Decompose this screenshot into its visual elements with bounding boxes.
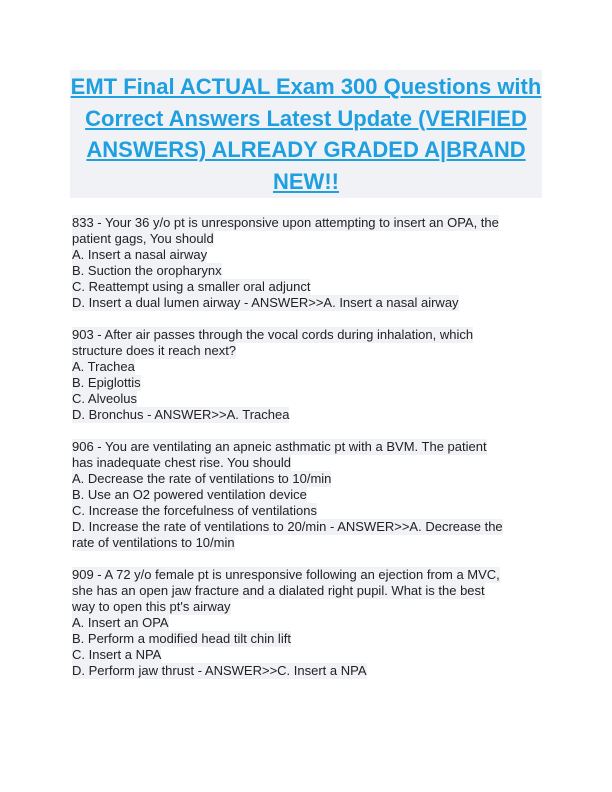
questions-list bbox=[72, 215, 542, 695]
question-text-line: has inadequate chest rise. You should bbox=[72, 455, 292, 470]
question-block bbox=[72, 567, 542, 679]
answer-option: A. Trachea bbox=[72, 359, 135, 374]
answer-option: C. Reattempt using a smaller oral adjunct bbox=[72, 279, 311, 294]
title-banner bbox=[70, 70, 542, 198]
answer-key-continuation: rate of ventilations to 10/min bbox=[72, 535, 235, 550]
question-block bbox=[72, 439, 542, 551]
answer-option: B. Epiglottis bbox=[72, 375, 141, 390]
question-text-line: patient gags, You should bbox=[72, 231, 214, 246]
answer-option: B. Use an O2 powered ventilation device bbox=[72, 487, 307, 502]
answer-option: B. Perform a modified head tilt chin lift bbox=[72, 631, 291, 646]
question-block bbox=[72, 327, 542, 423]
answer-option-with-key: D. Insert a dual lumen airway - ANSWER>>A. Insert a nasal airway bbox=[72, 295, 459, 310]
question-text-line: 906 - You are ventilating an apneic asthmatic pt with a BVM. The patient bbox=[72, 439, 487, 454]
answer-option-with-key: D. Increase the rate of ventilations to 20/min - ANSWER>>A. Decrease the bbox=[72, 519, 503, 534]
answer-option-with-key: D. Bronchus - ANSWER>>A. Trachea bbox=[72, 407, 290, 422]
answer-option: A. Decrease the rate of ventilations to 10/min bbox=[72, 471, 332, 486]
question-text-line: structure does it reach next? bbox=[72, 343, 237, 358]
question-text-line: 833 - Your 36 y/o pt is unresponsive upon attempting to insert an OPA, the bbox=[72, 215, 499, 230]
question-block bbox=[72, 215, 542, 311]
question-text-line: she has an open jaw fracture and a dialated right pupil. What is the best bbox=[72, 583, 485, 598]
answer-option: C. Increase the forcefulness of ventilations bbox=[72, 503, 317, 518]
answer-option: C. Alveolus bbox=[72, 391, 138, 406]
question-text-line: 903 - After air passes through the vocal cords during inhalation, which bbox=[72, 327, 474, 342]
answer-option: C. Insert a NPA bbox=[72, 647, 162, 662]
question-text-line: way to open this pt's airway bbox=[72, 599, 231, 614]
answer-option-with-key: D. Perform jaw thrust - ANSWER>>C. Insert a NPA bbox=[72, 663, 367, 678]
answer-option: B. Suction the oropharynx bbox=[72, 263, 222, 278]
answer-option: A. Insert an OPA bbox=[72, 615, 169, 630]
document-title[interactable]: EMT Final ACTUAL Exam 300 Questions with Correct Answers Latest Update (VERIFIED ANSWERS) ALREADY GRADED A|BRAND NEW!! bbox=[70, 74, 542, 194]
answer-option: A. Insert a nasal airway bbox=[72, 247, 208, 262]
question-text-line: 909 - A 72 y/o female pt is unresponsive following an ejection from a MVC, bbox=[72, 567, 500, 582]
